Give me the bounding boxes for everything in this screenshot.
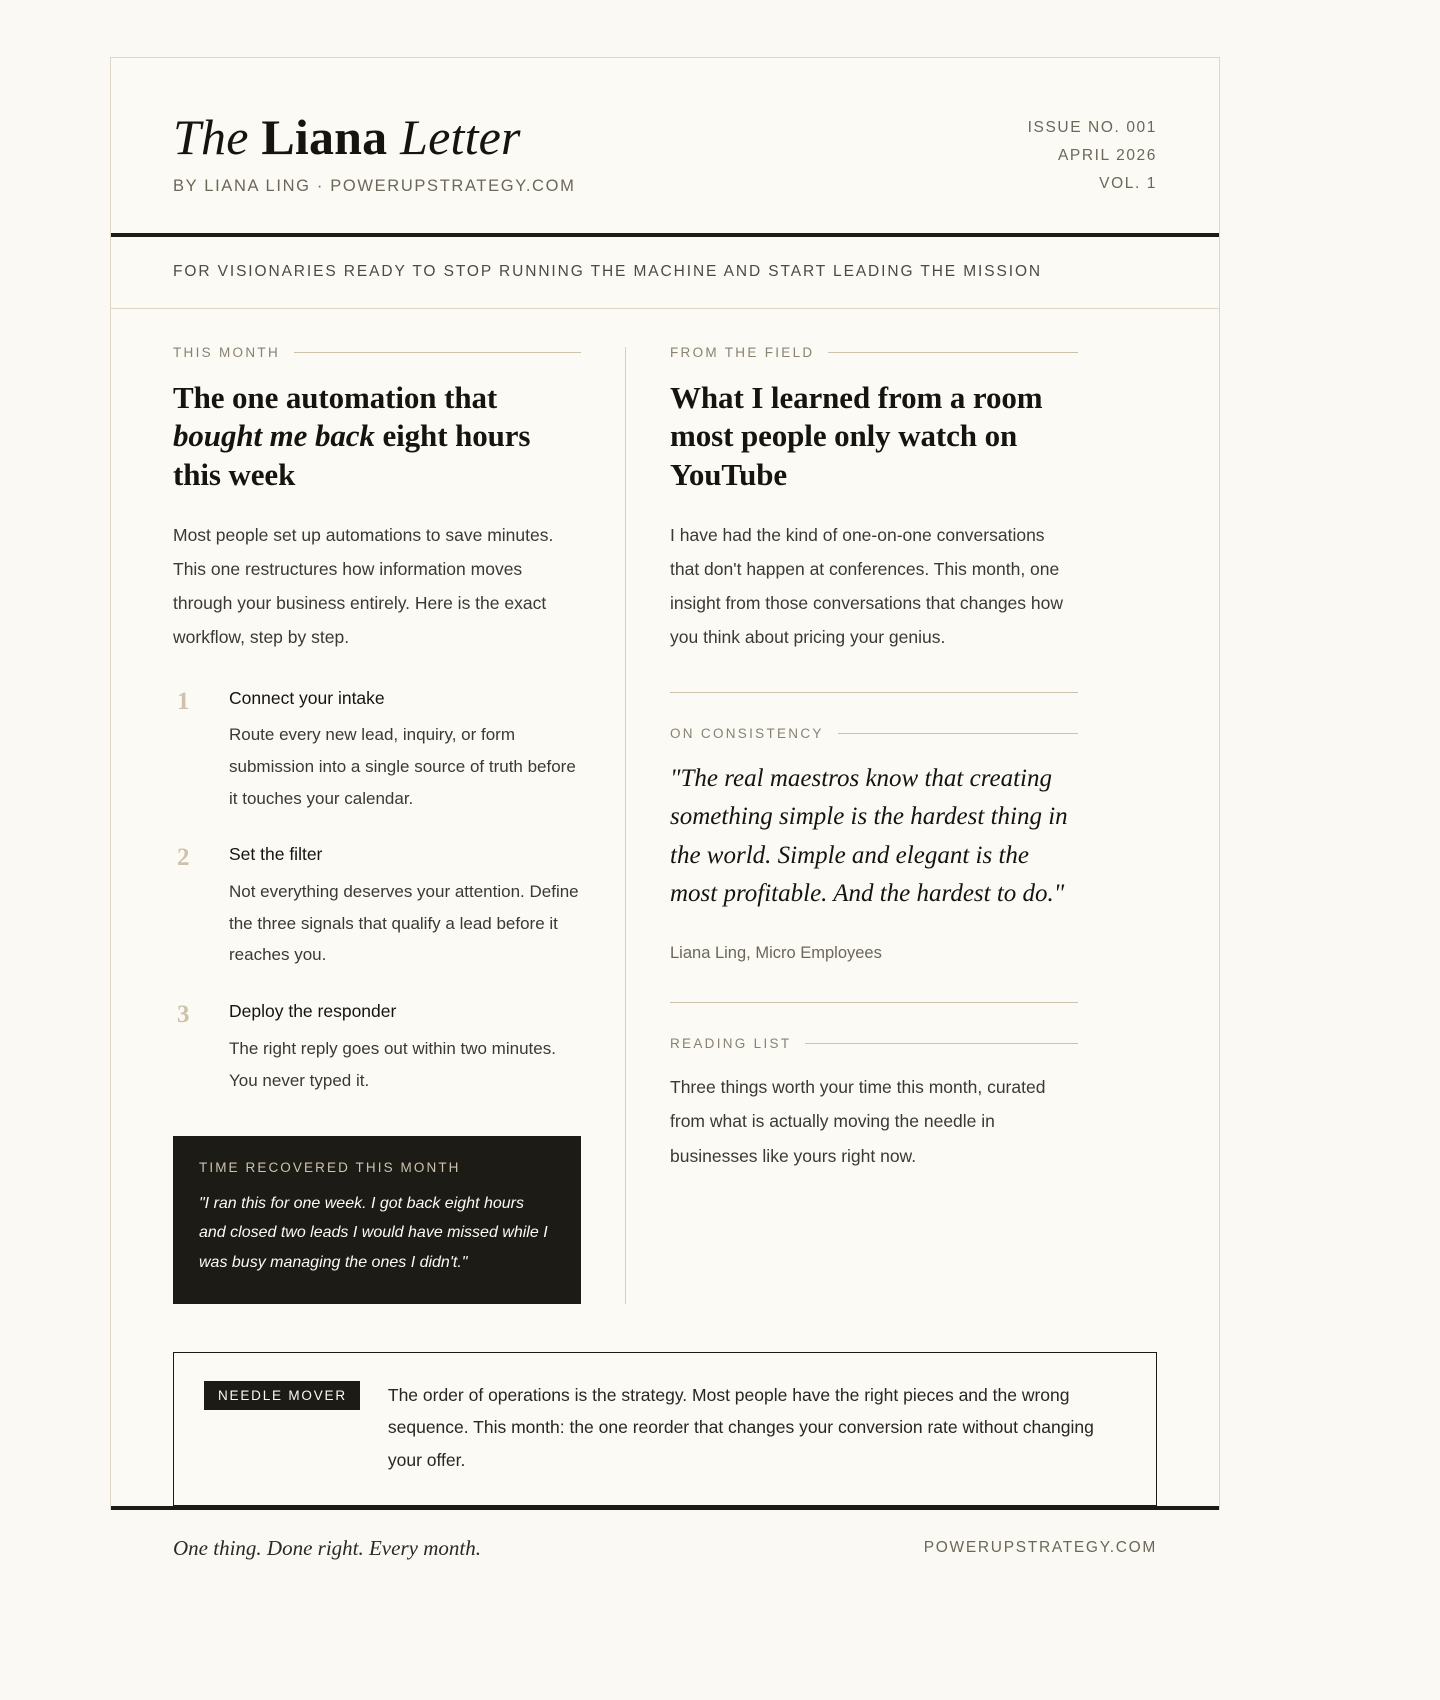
issue-number: ISSUE NO. 001 — [1027, 119, 1157, 136]
wordmark-liana: Liana — [261, 109, 388, 165]
step-title: Deploy the responder — [229, 1001, 397, 1022]
step-title: Set the filter — [229, 844, 323, 865]
needle-mover-section — [111, 1304, 1219, 1506]
publication-wordmark — [173, 110, 576, 164]
publication-tagline: FOR VISIONARIES READY TO STOP RUNNING THE MACHINE AND START LEADING THE MISSION — [173, 262, 1042, 280]
time-recovered-callout — [173, 1136, 581, 1303]
eyebrow-label: FROM THE FIELD — [670, 344, 815, 360]
masthead-left — [173, 106, 576, 196]
eyebrow-label: THIS MONTH — [173, 344, 280, 360]
right-headline: What I learned from a room most people only watch on YouTube — [670, 379, 1043, 492]
step-body — [229, 999, 581, 1096]
eyebrow-rule — [294, 352, 581, 353]
left-headline — [173, 379, 581, 494]
quote-attribution: Liana Ling, Micro Employees — [670, 943, 882, 962]
left-column — [173, 345, 625, 1304]
step-body — [229, 842, 581, 971]
step-title: Connect your intake — [229, 687, 385, 708]
step-number: 2 — [177, 844, 190, 872]
tagline-band — [111, 237, 1219, 309]
wordmark-letter: Letter — [387, 109, 521, 165]
section-divider — [670, 1002, 1078, 1003]
eyebrow-label: READING LIST — [670, 1036, 792, 1052]
issue-date: APRIL 2026 — [1057, 147, 1157, 165]
step-number: 1 — [177, 687, 190, 715]
eyebrow-rule — [838, 733, 1078, 734]
right-column — [626, 345, 1078, 1304]
step-body — [229, 686, 581, 815]
headline-emphasis: bought me back — [173, 418, 375, 454]
step-item — [173, 999, 581, 1096]
wordmark-the: The — [173, 109, 262, 165]
headline-part-1: The one automation that — [173, 379, 498, 415]
masthead — [111, 58, 1219, 237]
footer-tagline: One thing. Done right. Every month. — [173, 1535, 481, 1560]
step-text: The right reply goes out within two minutes. You never typed it. — [229, 1038, 556, 1090]
needle-mover-text: The order of operations is the strategy. Most people have the right pieces and the wrong sequence. This month: the one reorder that changes your conversion rate without changing your offer. — [387, 1384, 1094, 1471]
eyebrow-rule — [828, 352, 1078, 353]
callout-label: TIME RECOVERED THIS MONTH — [199, 1160, 461, 1176]
step-item — [173, 842, 581, 971]
eyebrow-this-month — [173, 345, 581, 360]
eyebrow-rule — [805, 1043, 1078, 1044]
footer — [111, 1506, 1219, 1561]
left-deck: Most people set up automations to save minutes. This one restructures how information moves through your business entirely. Here is the exact workflow, step by step. — [173, 525, 554, 648]
step-text: Not everything deserves your attention. Define the three signals that qualify a lead before it reaches you. — [229, 881, 579, 965]
step-text: Route every new lead, inquiry, or form submission into a single source of truth before it touches your calendar. — [229, 725, 576, 808]
eyebrow-reading-list — [670, 1036, 1078, 1051]
reading-list-text: Three things worth your time this month, curated from what is actually moving the needle in businesses like yours right now. — [670, 1077, 1046, 1166]
needle-mover-box — [173, 1352, 1157, 1506]
steps-list — [173, 686, 581, 1097]
content-columns — [111, 309, 1219, 1304]
section-divider — [670, 692, 1078, 693]
needle-mover-badge: NEEDLE MOVER — [204, 1381, 360, 1410]
headline-part-2: eight hours this week — [173, 418, 531, 492]
issue-volume: VOL. 1 — [1099, 175, 1157, 193]
masthead-meta — [1028, 106, 1157, 199]
eyebrow-on-consistency — [670, 726, 1078, 741]
eyebrow-from-the-field — [670, 345, 1078, 360]
callout-quote: "I ran this for one week. I got back eight hours and closed two leads I would have missed while I was busy managing the ones I didn't." — [199, 1195, 548, 1271]
masthead-byline: BY LIANA LING · POWERUPSTRATEGY.COM — [173, 177, 576, 195]
newsletter-card — [110, 57, 1220, 1560]
footer-url[interactable]: POWERUPSTRATEGY.COM — [923, 1539, 1157, 1557]
step-item — [173, 686, 581, 815]
pull-quote: "The real maestros know that creating something simple is the hardest thing in the world. Simple and elegant is the most profitable. And the hardest to do." — [670, 764, 1068, 908]
step-number: 3 — [177, 1001, 190, 1029]
right-deck: I have had the kind of one-on-one conversations that don't happen at conferences. This month, one insight from those conversations that changes how you think about pricing your genius. — [670, 525, 1063, 648]
eyebrow-label: ON CONSISTENCY — [670, 725, 824, 741]
